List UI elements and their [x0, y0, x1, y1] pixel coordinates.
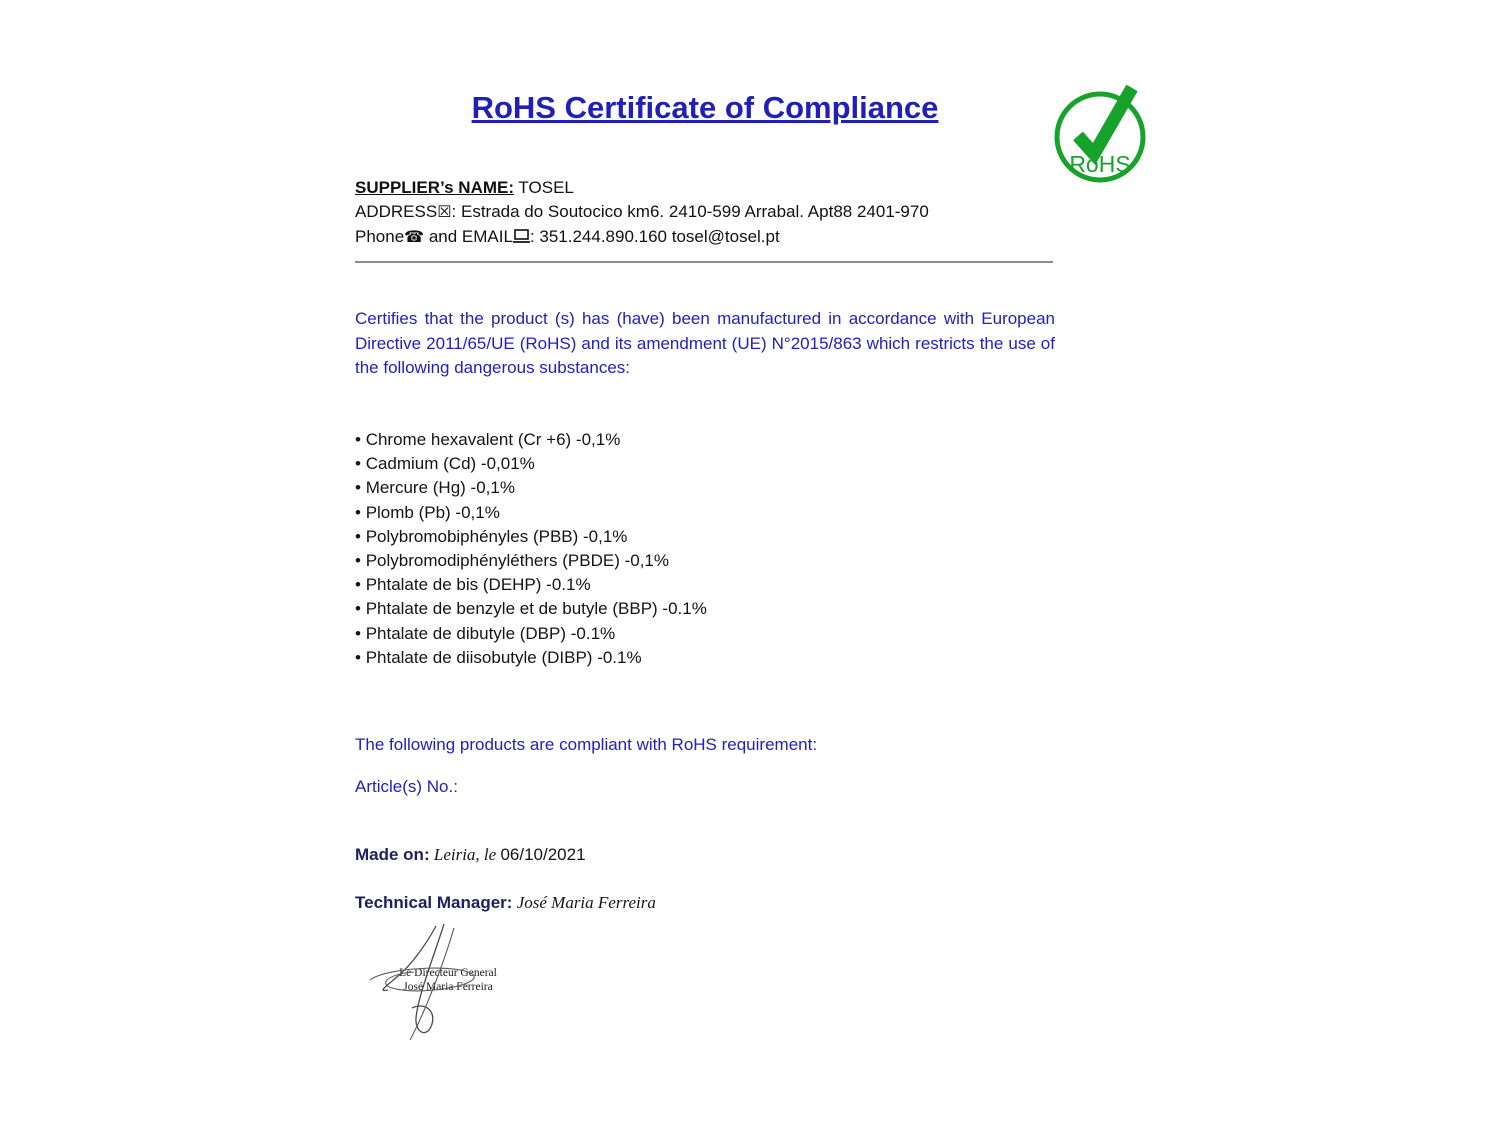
signature-line2: José Maria Ferreira [403, 981, 493, 993]
list-item: • Phtalate de diisobutyle (DIBP) -0.1% [355, 646, 1055, 670]
rohs-check-icon [1050, 82, 1150, 184]
substances-list [355, 428, 1055, 670]
address-label: ADDRESS [355, 202, 438, 221]
list-item: • Plomb (Pb) -0,1% [355, 501, 1055, 525]
made-on-place: Leiria, le [429, 845, 501, 864]
supplier-name-label: SUPPLIER’s NAME: [355, 178, 515, 197]
made-on-label: Made on: [355, 845, 430, 864]
list-item: • Polybromodiphényléthers (PBDE) -0,1% [355, 549, 1055, 573]
list-item: • Cadmium (Cd) -0,01% [355, 452, 1055, 476]
contact-value: : 351.244.890.160 tosel@tosel.pt [529, 227, 780, 246]
list-item: • Polybromobiphényles (PBB) -0,1% [355, 525, 1055, 549]
list-item: • Phtalate de dibutyle (DBP) -0.1% [355, 622, 1055, 646]
articles-label: Article(s) No.: [355, 777, 458, 796]
made-on-date: 06/10/2021 [500, 845, 586, 864]
list-item: • Mercure (Hg) -0,1% [355, 476, 1055, 500]
list-item: • Chrome hexavalent (Cr +6) -0,1% [355, 428, 1055, 452]
rohs-logo-text: RoHS [1069, 151, 1131, 177]
computer-icon [513, 229, 530, 244]
phone-icon: ☎ [404, 229, 425, 246]
list-item: • Phtalate de benzyle et de butyle (BBP) -0.1% [355, 597, 1055, 621]
manager-name: José Maria Ferreira [512, 893, 656, 912]
manager-line [355, 893, 656, 913]
compliance-statement: The following products are compliant with RoHS requirement: [355, 735, 818, 754]
page-title: RoHS Certificate of Compliance [471, 90, 939, 125]
manager-label: Technical Manager: [355, 893, 513, 912]
made-on-line [355, 845, 586, 865]
envelope-icon: ☒ [437, 204, 452, 221]
certification-paragraph: Certifies that the product (s) has (have) been manufactured in accordance with European Directive 2011/65/UE (RoHS) and its amendment (UE) N°2015/863 which restricts the use of the following dangerous substances: [355, 309, 1055, 377]
signature-line1: Le Directeur General [399, 967, 497, 979]
signature-block [358, 922, 538, 1052]
list-item: • Phtalate de bis (DEHP) -0.1% [355, 573, 1055, 597]
rohs-logo [1050, 82, 1150, 184]
signature-icon [358, 922, 538, 1052]
supplier-name-line [355, 176, 1055, 200]
supplier-block [355, 176, 1055, 250]
divider-line [355, 261, 1053, 263]
address-value: : Estrada do Soutocico km6. 2410-599 Arrabal. Apt88 2401-970 [451, 202, 929, 221]
phone-label: Phone [355, 227, 405, 246]
email-label: and EMAIL [424, 227, 513, 246]
supplier-name-value: TOSEL [514, 178, 574, 197]
supplier-address-line [355, 200, 1055, 225]
supplier-contact-line [355, 225, 1055, 250]
